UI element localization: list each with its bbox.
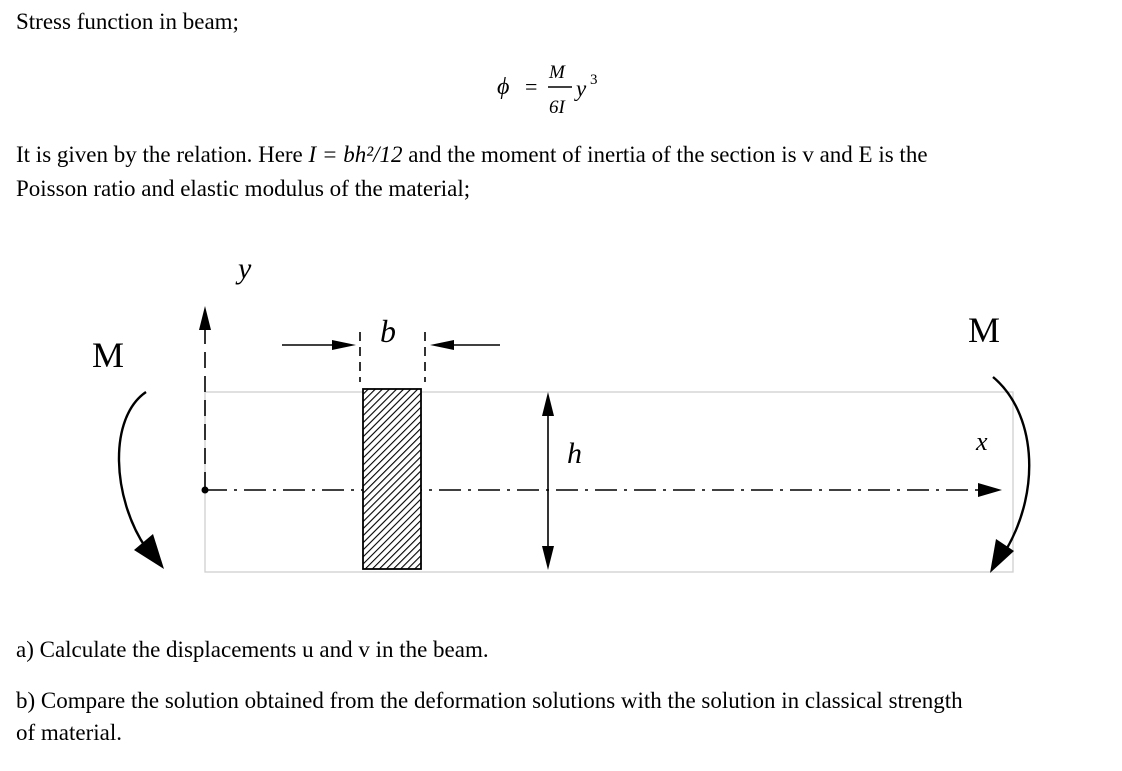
h-dimension-bottom-arrow bbox=[542, 546, 554, 570]
h-dimension-top-arrow bbox=[542, 392, 554, 416]
label-x: x bbox=[976, 427, 988, 456]
stress-function-equation bbox=[0, 50, 1122, 130]
description-line-1 bbox=[16, 141, 928, 168]
b-dimension-right-arrow bbox=[430, 340, 454, 350]
label-b: b bbox=[380, 313, 396, 349]
label-y: y bbox=[238, 252, 252, 285]
equation-exponent: 3 bbox=[590, 72, 598, 88]
equation-equals: = bbox=[525, 74, 538, 99]
x-axis-arrowhead bbox=[978, 483, 1002, 497]
question-b-line-2: of material. bbox=[16, 720, 123, 745]
equation-variable: y bbox=[576, 76, 587, 101]
b-dimension-left-arrow bbox=[332, 340, 356, 350]
equation-phi: ϕ bbox=[497, 74, 510, 100]
label-moment-left: M bbox=[92, 335, 125, 375]
right-moment-arc bbox=[993, 377, 1029, 550]
equation-denominator: 6I bbox=[549, 97, 565, 118]
label-moment-right: M bbox=[968, 310, 1001, 350]
left-moment-arrowhead bbox=[134, 534, 164, 569]
description-suffix: and the moment of inertia of the section is v and E is the bbox=[402, 142, 928, 167]
cross-section-hatched bbox=[363, 389, 421, 569]
beam-outline bbox=[205, 392, 1013, 572]
question-a: a) Calculate the displacements u and v in the beam. bbox=[16, 637, 489, 662]
description-line-2: Poisson ratio and elastic modulus of the material; bbox=[16, 176, 471, 201]
label-h: h bbox=[567, 437, 582, 470]
description-inertia-formula: I = bh²/12 bbox=[308, 142, 403, 167]
y-axis-arrowhead bbox=[199, 306, 211, 330]
question-b-line-1: b) Compare the solution obtained from the deformation solutions with the solution in classical strength bbox=[16, 688, 963, 713]
beam-diagram bbox=[0, 240, 1122, 590]
equation-numerator: M bbox=[549, 62, 565, 83]
description-prefix: It is given by the relation. Here bbox=[16, 142, 309, 167]
left-moment-arc bbox=[119, 392, 146, 548]
heading-text: Stress function in beam; bbox=[16, 9, 239, 34]
